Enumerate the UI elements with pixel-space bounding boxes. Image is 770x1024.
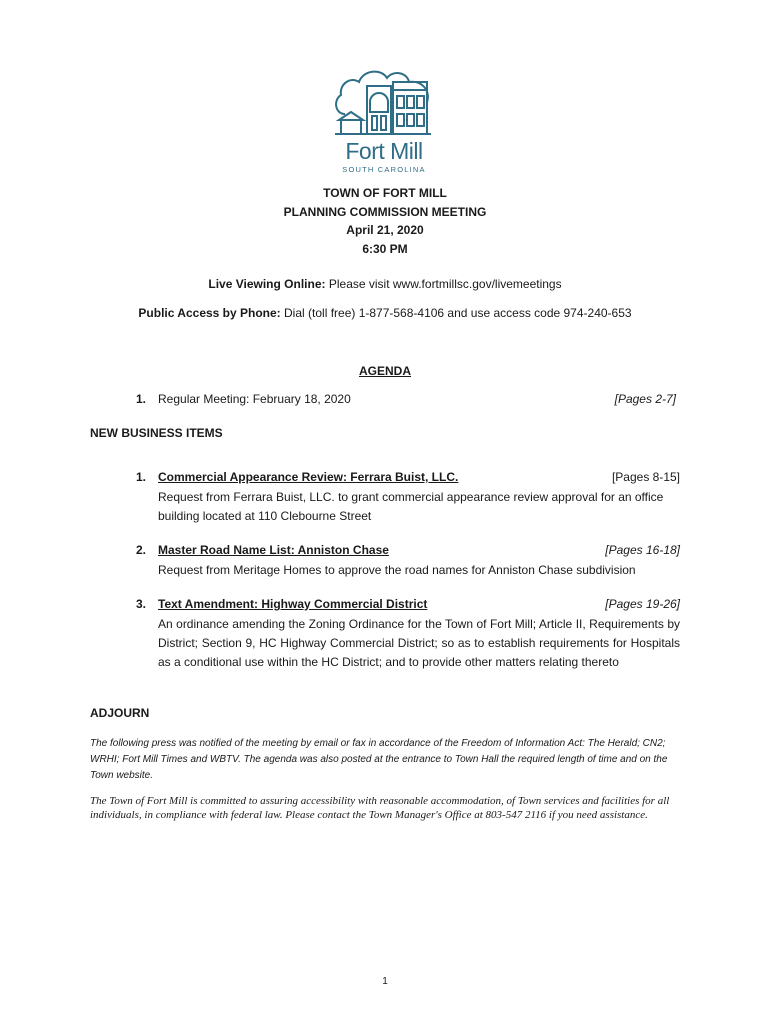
agenda-item-number: 1. bbox=[136, 392, 147, 406]
adjourn-heading: ADJOURN bbox=[90, 706, 150, 720]
phone-access-label: Public Access by Phone: bbox=[138, 306, 281, 320]
meeting-name: PLANNING COMMISSION MEETING bbox=[283, 205, 487, 219]
new-business-heading: NEW BUSINESS ITEMS bbox=[90, 426, 223, 440]
item-title: Text Amendment: Highway Commercial District bbox=[158, 597, 428, 611]
item-number: 2. bbox=[136, 543, 147, 557]
item-title: Master Road Name List: Anniston Chase bbox=[158, 543, 389, 557]
item-description: Request from Ferrara Buist, LLC. to grant commercial appearance review approval for an office building located at 110 Clebourne Street bbox=[158, 490, 664, 523]
meeting-time: 6:30 PM bbox=[362, 242, 408, 256]
phone-access-text: Dial (toll free) 1-877-568-4106 and use access code 974-240-653 bbox=[284, 306, 632, 320]
item-number: 1. bbox=[136, 470, 147, 484]
live-viewing-label: Live Viewing Online: bbox=[208, 277, 326, 291]
agenda-title: AGENDA bbox=[358, 364, 411, 378]
live-viewing-line bbox=[0, 277, 770, 291]
logo-subtitle: SOUTH CAROLINA bbox=[342, 165, 426, 174]
press-notice: The following press was notified of the meeting by email or fax in accordance of the Freedom of Information Act: The Herald; CN2; WRHI; Fort Mill Times and WBTV. The agenda was also posted at the entrance to Town Hall the required length of time and on the Town website. bbox=[90, 738, 668, 781]
page-number: 1 bbox=[382, 976, 388, 987]
accessibility-notice: The Town of Fort Mill is committed to assuring accessibility with reasonable accommodation, of Town services and facilities for all individuals, in compliance with federal law. Please contact the Town Manager's Office at 803-547 2116 if you need assistance. bbox=[90, 795, 670, 821]
phone-access-line bbox=[0, 306, 770, 320]
agenda-item-pages: [Pages 2-7] bbox=[614, 392, 676, 406]
meeting-date: April 21, 2020 bbox=[346, 223, 424, 237]
item-pages: [Pages 8-15] bbox=[611, 470, 680, 484]
item-pages: [Pages 16-18] bbox=[605, 543, 680, 557]
item-description: An ordinance amending the Zoning Ordinance for the Town of Fort Mill; Article II, Requirements by District; Section 9, HC Highway Commercial District; so as to establish requirements for Hospitals as a conditional use within the HC District; and to provide other matters relating thereto bbox=[158, 617, 680, 669]
item-number: 3. bbox=[136, 597, 147, 611]
item-pages: [Pages 19-26] bbox=[605, 597, 680, 611]
item-description: Request from Meritage Homes to approve the road names for Anniston Chase subdivision bbox=[158, 563, 636, 577]
item-title: Commercial Appearance Review: Ferrara Buist, LLC. bbox=[158, 470, 459, 484]
town-name: TOWN OF FORT MILL bbox=[323, 186, 447, 200]
agenda-item-text: Regular Meeting: February 18, 2020 bbox=[158, 392, 351, 406]
live-viewing-text[interactable]: Please visit www.fortmillsc.gov/livemeetings bbox=[328, 277, 562, 291]
logo-name: Fort Mill bbox=[345, 138, 423, 164]
